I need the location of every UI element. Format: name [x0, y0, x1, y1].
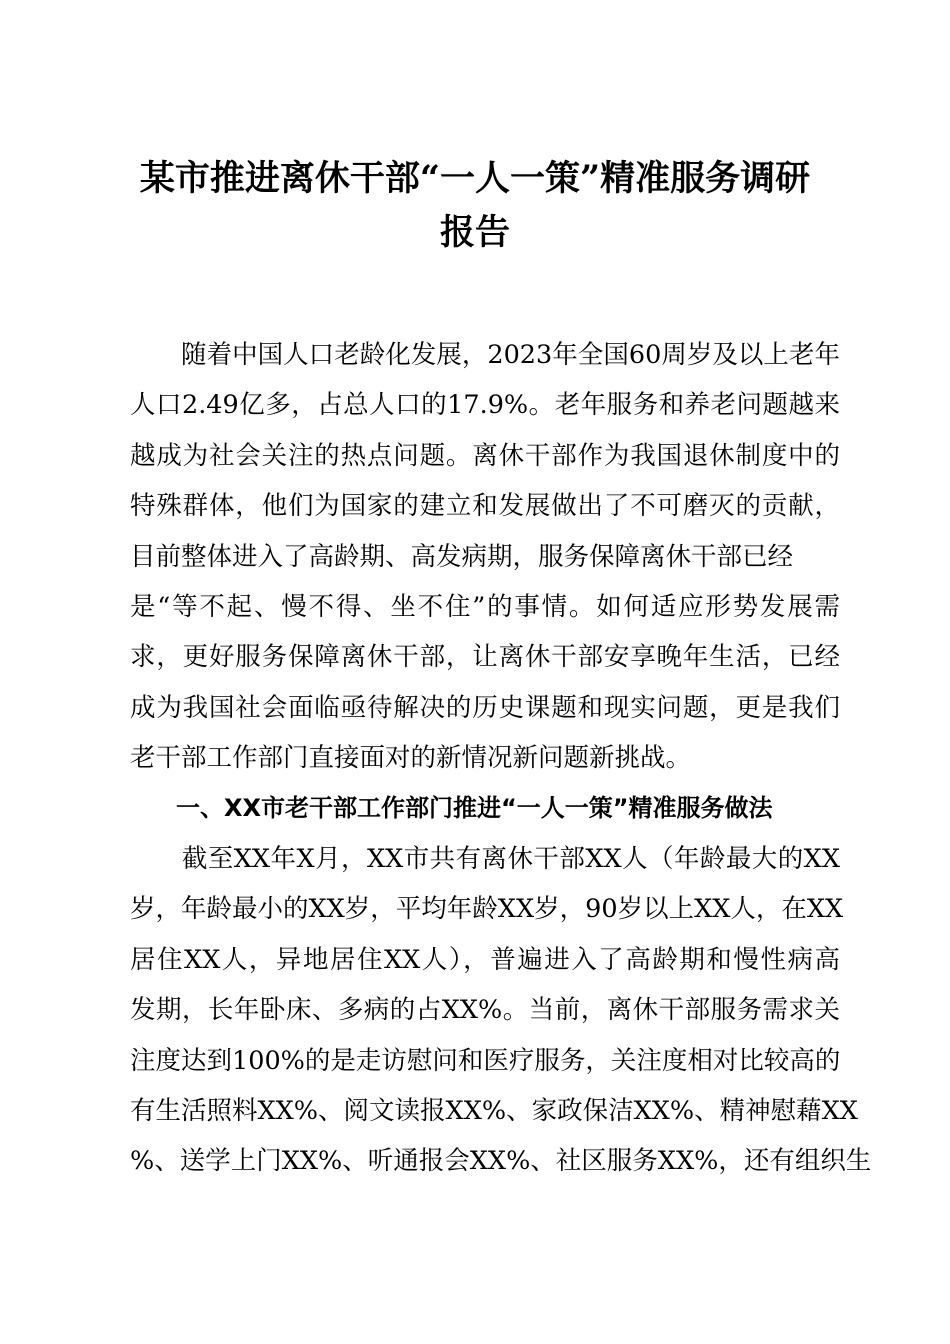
paragraph-line: 是“等不起、慢不得、坐不住”的事情。如何适应形势发展需 — [130, 591, 840, 622]
paragraph-line: 老干部工作部门直接面对的新情况新问题新挑战。 — [130, 743, 692, 774]
paragraph-line: 有生活照料XX%、阅文读报XX%、家政保洁XX%、精神慰藉XX — [130, 1095, 858, 1126]
paragraph-line: 成为我国社会面临亟待解决的历史课题和现实问题，更是我们 — [130, 692, 840, 723]
section-heading: 一、XX市老干部工作部门推进“一人一策”精准服务做法 — [176, 794, 773, 822]
document-title — [100, 152, 850, 260]
paragraph-line: 目前整体进入了高龄期、高发病期，服务保障离休干部已经 — [130, 541, 794, 572]
paragraph-line: 人口2.49亿多，占总人口的17.9%。老年服务和养老问题越来 — [130, 390, 840, 421]
paragraph-intro — [130, 330, 840, 784]
paragraph-line: 截至XX年X月，XX市共有离休干部XX人（年龄最大的XX — [130, 844, 840, 874]
paragraph-line: %、送学上门XX%、听通报会XX%、社区服务XX%，还有组织生 — [130, 1146, 872, 1177]
paragraph-line: 求，更好服务保障离休干部，让离休干部安享晚年生活，已经 — [130, 642, 840, 673]
title-line-2: 报告 — [439, 212, 510, 253]
paragraph-line: 越成为社会关注的热点问题。离休干部作为我国退休制度中的 — [130, 440, 840, 471]
paragraph-line: 发期，长年卧床、多病的占XX%。当前，离休干部服务需求关 — [130, 995, 840, 1026]
paragraph-line: 岁，年龄最小的XX岁，平均年龄XX岁，90岁以上XX人，在XX — [130, 894, 844, 925]
paragraph-line: 随着中国人口老龄化发展，2023年全国60周岁及以上老年 — [130, 340, 840, 370]
paragraph-line: 特殊群体，他们为国家的建立和发展做出了不可磨灭的贡献， — [130, 491, 840, 522]
paragraph-status — [130, 834, 872, 1187]
title-line-1: 某市推进离休干部“一人一策”精准服务调研 — [139, 158, 811, 199]
paragraph-line: 注度达到100%的是走访慰问和医疗服务，关注度相对比较高的 — [130, 1045, 841, 1076]
paragraph-line: 居住XX人，异地居住XX人），普遍进入了高龄期和慢性病高 — [130, 944, 840, 975]
